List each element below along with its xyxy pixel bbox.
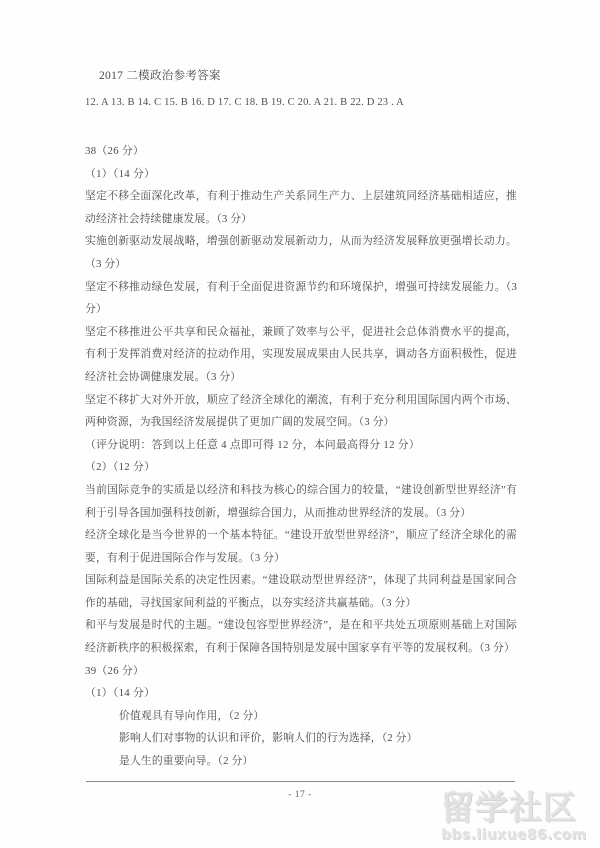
answer-paragraph: 坚定不移推动绿色发展，有利于全面促进资源节约和环境保护，增强可持续发展能力。（3 分） bbox=[85, 280, 517, 316]
answer-paragraph: 坚定不移全面深化改革，有利于推动生产关系同生产力、上层建筑同经济基础相适应，推动经济社会持续健康发展。（3 分） bbox=[85, 190, 517, 225]
grading-note: （评分说明：答到以上任意 4 点即可得 12 分，本问最高得分 12 分） bbox=[85, 438, 421, 451]
answer-blocks bbox=[85, 140, 517, 773]
watermark-url-text: bbs.liuxue86.com bbox=[441, 827, 587, 843]
question-38-part-2-heading: （2）（12 分） bbox=[85, 461, 156, 474]
question-39-heading: 39（26 分） bbox=[85, 664, 145, 677]
answer-paragraph: 实施创新驱动发展战略，增强创新驱动发展新动力，从而为经济发展释放更强增长动力。（3 分） bbox=[85, 235, 517, 270]
answer-paragraph: 国际利益是国际关系的决定性因素。“建设联动型世界经济”，体现了共同利益是国家间合作的基础，寻找国家间利益的平衡点，以夯实经济共赢基础。（3 分） bbox=[85, 574, 517, 609]
question-38-part-1-heading: （1）（14 分） bbox=[85, 167, 156, 180]
answer-paragraph: 坚定不移推进公平共享和民众福祉，兼顾了效率与公平，促进社会总体消费水平的提高，有利于发挥消费对经济的拉动作用，实现发展成果由人民共享，调动各方面积极性，促进经济社会协调健康发展。（3 分） bbox=[85, 325, 517, 383]
footer-divider bbox=[86, 781, 515, 782]
question-39-part-1-heading: （1）（14 分） bbox=[85, 687, 156, 700]
watermark-brand-text: 留学社区 bbox=[441, 788, 577, 827]
page-title: 2017 二模政治参考答案 bbox=[99, 70, 221, 82]
page-number: - 17 - bbox=[288, 790, 312, 800]
question-38-heading: 38（26 分） bbox=[85, 145, 145, 157]
multiple-choice-answer-line: 12. A 13. B 14. C 15. B 16. D 17. C 18. B 19. C 20. A 21. B 22. D 23 . A bbox=[85, 97, 404, 108]
answer-paragraph: 坚定不移扩大对外开放，顺应了经济全球化的潮流，有利于充分利用国际国内两个市场、两种资源，为我国经济发展提供了更加广阔的发展空间。（3 分） bbox=[85, 393, 517, 429]
answer-paragraph: 影响人们对事物的认识和评价，影响人们的行为选择，（2 分） bbox=[119, 732, 418, 745]
answer-paragraph: 价值观具有导向作用，（2 分） bbox=[119, 709, 265, 722]
answer-paragraph: 当前国际竞争的实质是以经济和科技为核心的综合国力的较量，“建设创新型世界经济”有利于引导各国加强科技创新，增强综合国力，从而推动世界经济的发展。（3 分） bbox=[85, 483, 517, 519]
answer-paragraph: 是人生的重要向导。（2 分） bbox=[119, 755, 254, 768]
document-content bbox=[85, 68, 517, 773]
answer-paragraph: 经济全球化是当今世界的一个基本特征。“建设开放型世界经济”，顺应了经济全球化的需要，有利于促进国际合作与发展。（3 分） bbox=[85, 529, 517, 564]
answer-paragraph: 和平与发展是时代的主题。“建设包容型世界经济”，是在和平共处五项原则基础上对国际经济新秩序的积极探索，有利于保障各国特别是发展中国家享有平等的发展权利。（3 分） bbox=[85, 619, 517, 655]
